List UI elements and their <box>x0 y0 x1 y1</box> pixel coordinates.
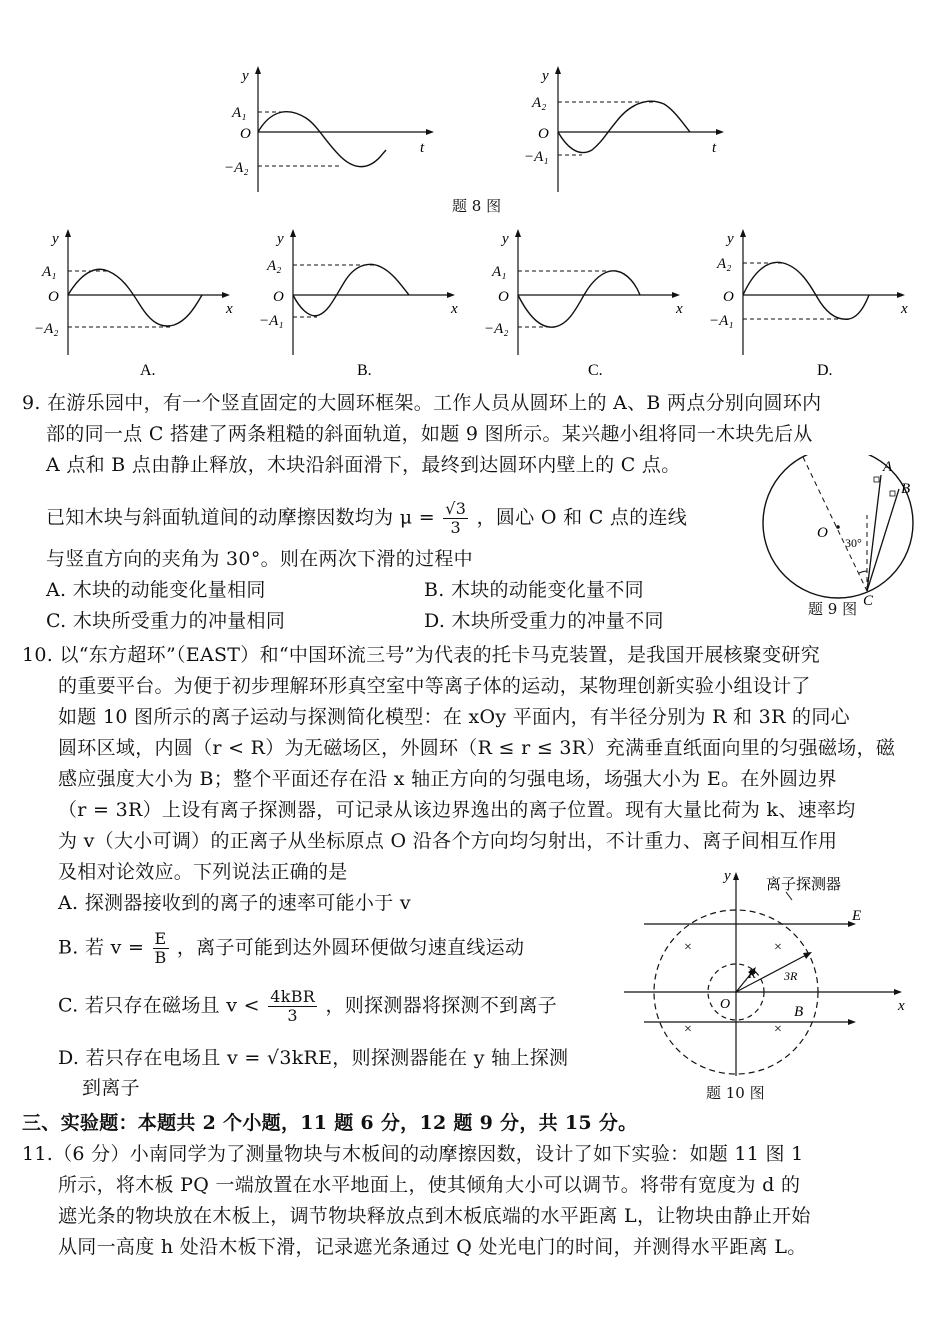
bot-label: −A₁ <box>259 313 284 329</box>
bot-label: −A₂ <box>484 321 509 337</box>
bot-label: −A₁ <box>524 149 549 165</box>
fig8-option-c <box>480 225 695 380</box>
point-b-label: B <box>901 481 911 497</box>
q9-line-1: 9. 在游乐园中，有一个竖直固定的大圆环框架。工作人员从圆环上的 A、B 两点分别向圆环内 <box>22 392 822 414</box>
mu-fraction <box>443 500 468 537</box>
h-axis-label: x <box>226 301 233 317</box>
q9-line-4a: 已知木块与斜面轨道间的动摩擦因数均为 μ = <box>46 506 435 529</box>
y-axis-label: y <box>542 68 549 84</box>
bot-label: −A₂ <box>34 321 59 337</box>
bot-label: −A₁ <box>709 313 734 329</box>
e-field-label: E <box>852 908 862 924</box>
origin-label: O <box>720 997 731 1012</box>
h-axis-label: x <box>901 301 908 317</box>
fig9-diagram <box>755 455 925 605</box>
top-label: A₂ <box>717 256 732 272</box>
b-field-label: B <box>794 1004 804 1020</box>
q10-option-d-cont: 到离子 <box>82 1077 140 1099</box>
top-label: A₁ <box>232 105 247 121</box>
h-axis-label: x <box>451 301 458 317</box>
fig8-option-b <box>255 225 470 380</box>
x-axis-label: x <box>898 998 905 1014</box>
point-a-label: A <box>883 459 893 475</box>
speed-limit-fraction <box>268 988 317 1025</box>
origin-label: O <box>48 289 59 305</box>
fraction-numerator: 4kBR <box>270 987 316 1006</box>
field-cross-3: × <box>684 1022 692 1037</box>
q10-line-8: 及相对论效应。下列说法正确的是 <box>58 861 348 883</box>
q9-line-4b: ，圆心 O 和 C 点的连线 <box>476 506 688 529</box>
q10-option-c[interactable] <box>58 988 557 1025</box>
q11-line-4: 从同一高度 h 处沿木板下滑，记录遮光条通过 Q 处光电门的时间，并测得水平距离 L。 <box>58 1236 807 1258</box>
q10-option-c-suffix: ，则探测器将探测不到离子 <box>325 994 558 1017</box>
fraction-denominator: B <box>154 948 167 967</box>
section-3-heading: 三、实验题：本题共 2 个小题，11 题 6 分，12 题 9 分，共 15 分。 <box>22 1112 638 1134</box>
q9-line-3: A 点和 B 点由静止释放，木块沿斜面滑下，最终到达圆环内壁上的 C 点。 <box>46 454 681 476</box>
option-label: D. <box>817 362 833 379</box>
option-label: C. <box>588 362 603 379</box>
origin-label: O <box>538 126 549 142</box>
fig8-caption: 题 8 图 <box>452 197 502 215</box>
q9-line-4 <box>46 500 687 537</box>
field-cross-2: × <box>774 940 782 955</box>
q10-line-3: 如题 10 图所示的离子运动与探测简化模型：在 xOy 平面内，有半径分别为 R 和 3R 的同心 <box>58 706 850 728</box>
q10-line-2: 的重要平台。为便于初步理解环形真空室中等离子体的运动，某物理创新实验小组设计了 <box>58 675 811 697</box>
q9-line-2: 部的同一点 C 搭建了两条粗糙的斜面轨道，如题 9 图所示。某兴趣小组将同一木块先后从 <box>46 423 813 445</box>
top-label: A₁ <box>42 264 57 280</box>
q9-line-5: 与竖直方向的夹角为 30°。则在两次下滑的过程中 <box>46 548 473 570</box>
fraction-denominator: 3 <box>287 1006 298 1025</box>
q10-line-4: 圆环区域，内圆（r < R）为无磁场区，外圆环（R ≤ r ≤ 3R）充满垂直纸面向里的匀强磁场，磁 <box>58 737 896 759</box>
y-axis-label: y <box>242 68 249 84</box>
field-cross-1: × <box>684 940 692 955</box>
q10-line-5: 感应强度大小为 B；整个平面还存在沿 x 轴正方向的匀强电场，场强大小为 E。在外圆边界 <box>58 768 837 790</box>
option-label: A. <box>140 362 156 379</box>
q10-option-a[interactable]: A. 探测器接收到的离子的速率可能小于 v <box>58 892 411 914</box>
mu-numerator: √3 <box>445 499 467 518</box>
q10-line-1: 10. 以“东方超环”（EAST）和“中国环流三号”为代表的托卡马克装置，是我国开展核聚变研究 <box>22 644 820 666</box>
origin-label: O <box>723 289 734 305</box>
option-label: B. <box>357 362 372 379</box>
q11-line-2: 所示，将木板 PQ 一端放置在水平地面上，使其倾角大小可以调节。将带有宽度为 d 的 <box>58 1174 801 1196</box>
origin-label: O <box>498 289 509 305</box>
fig10-diagram <box>620 862 920 1082</box>
q10-option-d[interactable]: D. 若只存在电场且 v = √3kRE，则探测器能在 y 轴上探测 <box>58 1047 569 1069</box>
h-axis-label: t <box>712 140 717 156</box>
h-axis-label: x <box>676 301 683 317</box>
e-over-b-fraction <box>153 930 169 967</box>
q11-line-3: 遮光条的物块放在木板上，调节物块释放点到木板底端的水平距离 L，让物块由静止开始 <box>58 1205 811 1227</box>
fraction-numerator: E <box>154 929 167 948</box>
y-axis-label: y <box>277 231 284 247</box>
origin-label: O <box>240 126 251 142</box>
fig8-graph-1 <box>220 62 440 202</box>
field-cross-4: × <box>774 1022 782 1037</box>
q9-option-c[interactable]: C. 木块所受重力的冲量相同 <box>46 610 286 632</box>
point-c-label: C <box>863 593 874 605</box>
detector-label: 离子探测器 <box>766 877 842 893</box>
top-label: A₂ <box>267 258 282 274</box>
q9-option-b[interactable]: B. 木块的动能变化量不同 <box>424 579 644 601</box>
q10-option-b-prefix: B. 若 v = <box>58 936 145 959</box>
origin-label: O <box>273 289 284 305</box>
q10-line-7: 为 v（大小可调）的正离子从坐标原点 O 沿各个方向均匀射出，不计重力、离子间相互作用 <box>58 830 838 852</box>
angle-label: 30° <box>845 536 862 550</box>
y-axis-label: y <box>724 868 731 884</box>
fig8-option-d <box>705 225 920 380</box>
top-label: A₂ <box>532 95 547 111</box>
mu-denominator: 3 <box>450 518 462 537</box>
q11-line-1: 11.（6 分）小南同学为了测量物块与木板间的动摩擦因数，设计了如下实验：如题 11 图 1 <box>22 1143 804 1165</box>
q10-option-b[interactable] <box>58 930 524 967</box>
top-label: A₁ <box>492 264 507 280</box>
radius-3r-label: 3R <box>784 969 798 983</box>
y-axis-label: y <box>727 231 734 247</box>
y-axis-label: y <box>52 231 59 247</box>
fig8-graph-2 <box>520 62 740 202</box>
radius-r-label: R <box>748 966 756 981</box>
y-axis-label: y <box>502 231 509 247</box>
h-axis-label: t <box>420 140 425 156</box>
q10-option-b-suffix: ，离子可能到达外圆环便做匀速直线运动 <box>176 936 525 959</box>
q10-line-6: （r = 3R）上设有离子探测器，可记录从该边界逸出的离子位置。现有大量比荷为 k、速率均 <box>58 799 856 821</box>
q9-option-d[interactable]: D. 木块所受重力的冲量不同 <box>424 610 664 632</box>
center-o-label: O <box>817 525 828 541</box>
q9-option-a[interactable]: A. 木块的动能变化量相同 <box>46 579 266 601</box>
fig8-option-a <box>30 225 245 380</box>
fig9-caption: 题 9 图 <box>808 600 858 618</box>
bot-label: −A₂ <box>224 160 249 176</box>
q10-option-c-prefix: C. 若只存在磁场且 v < <box>58 994 260 1017</box>
fig10-caption: 题 10 图 <box>706 1084 765 1102</box>
